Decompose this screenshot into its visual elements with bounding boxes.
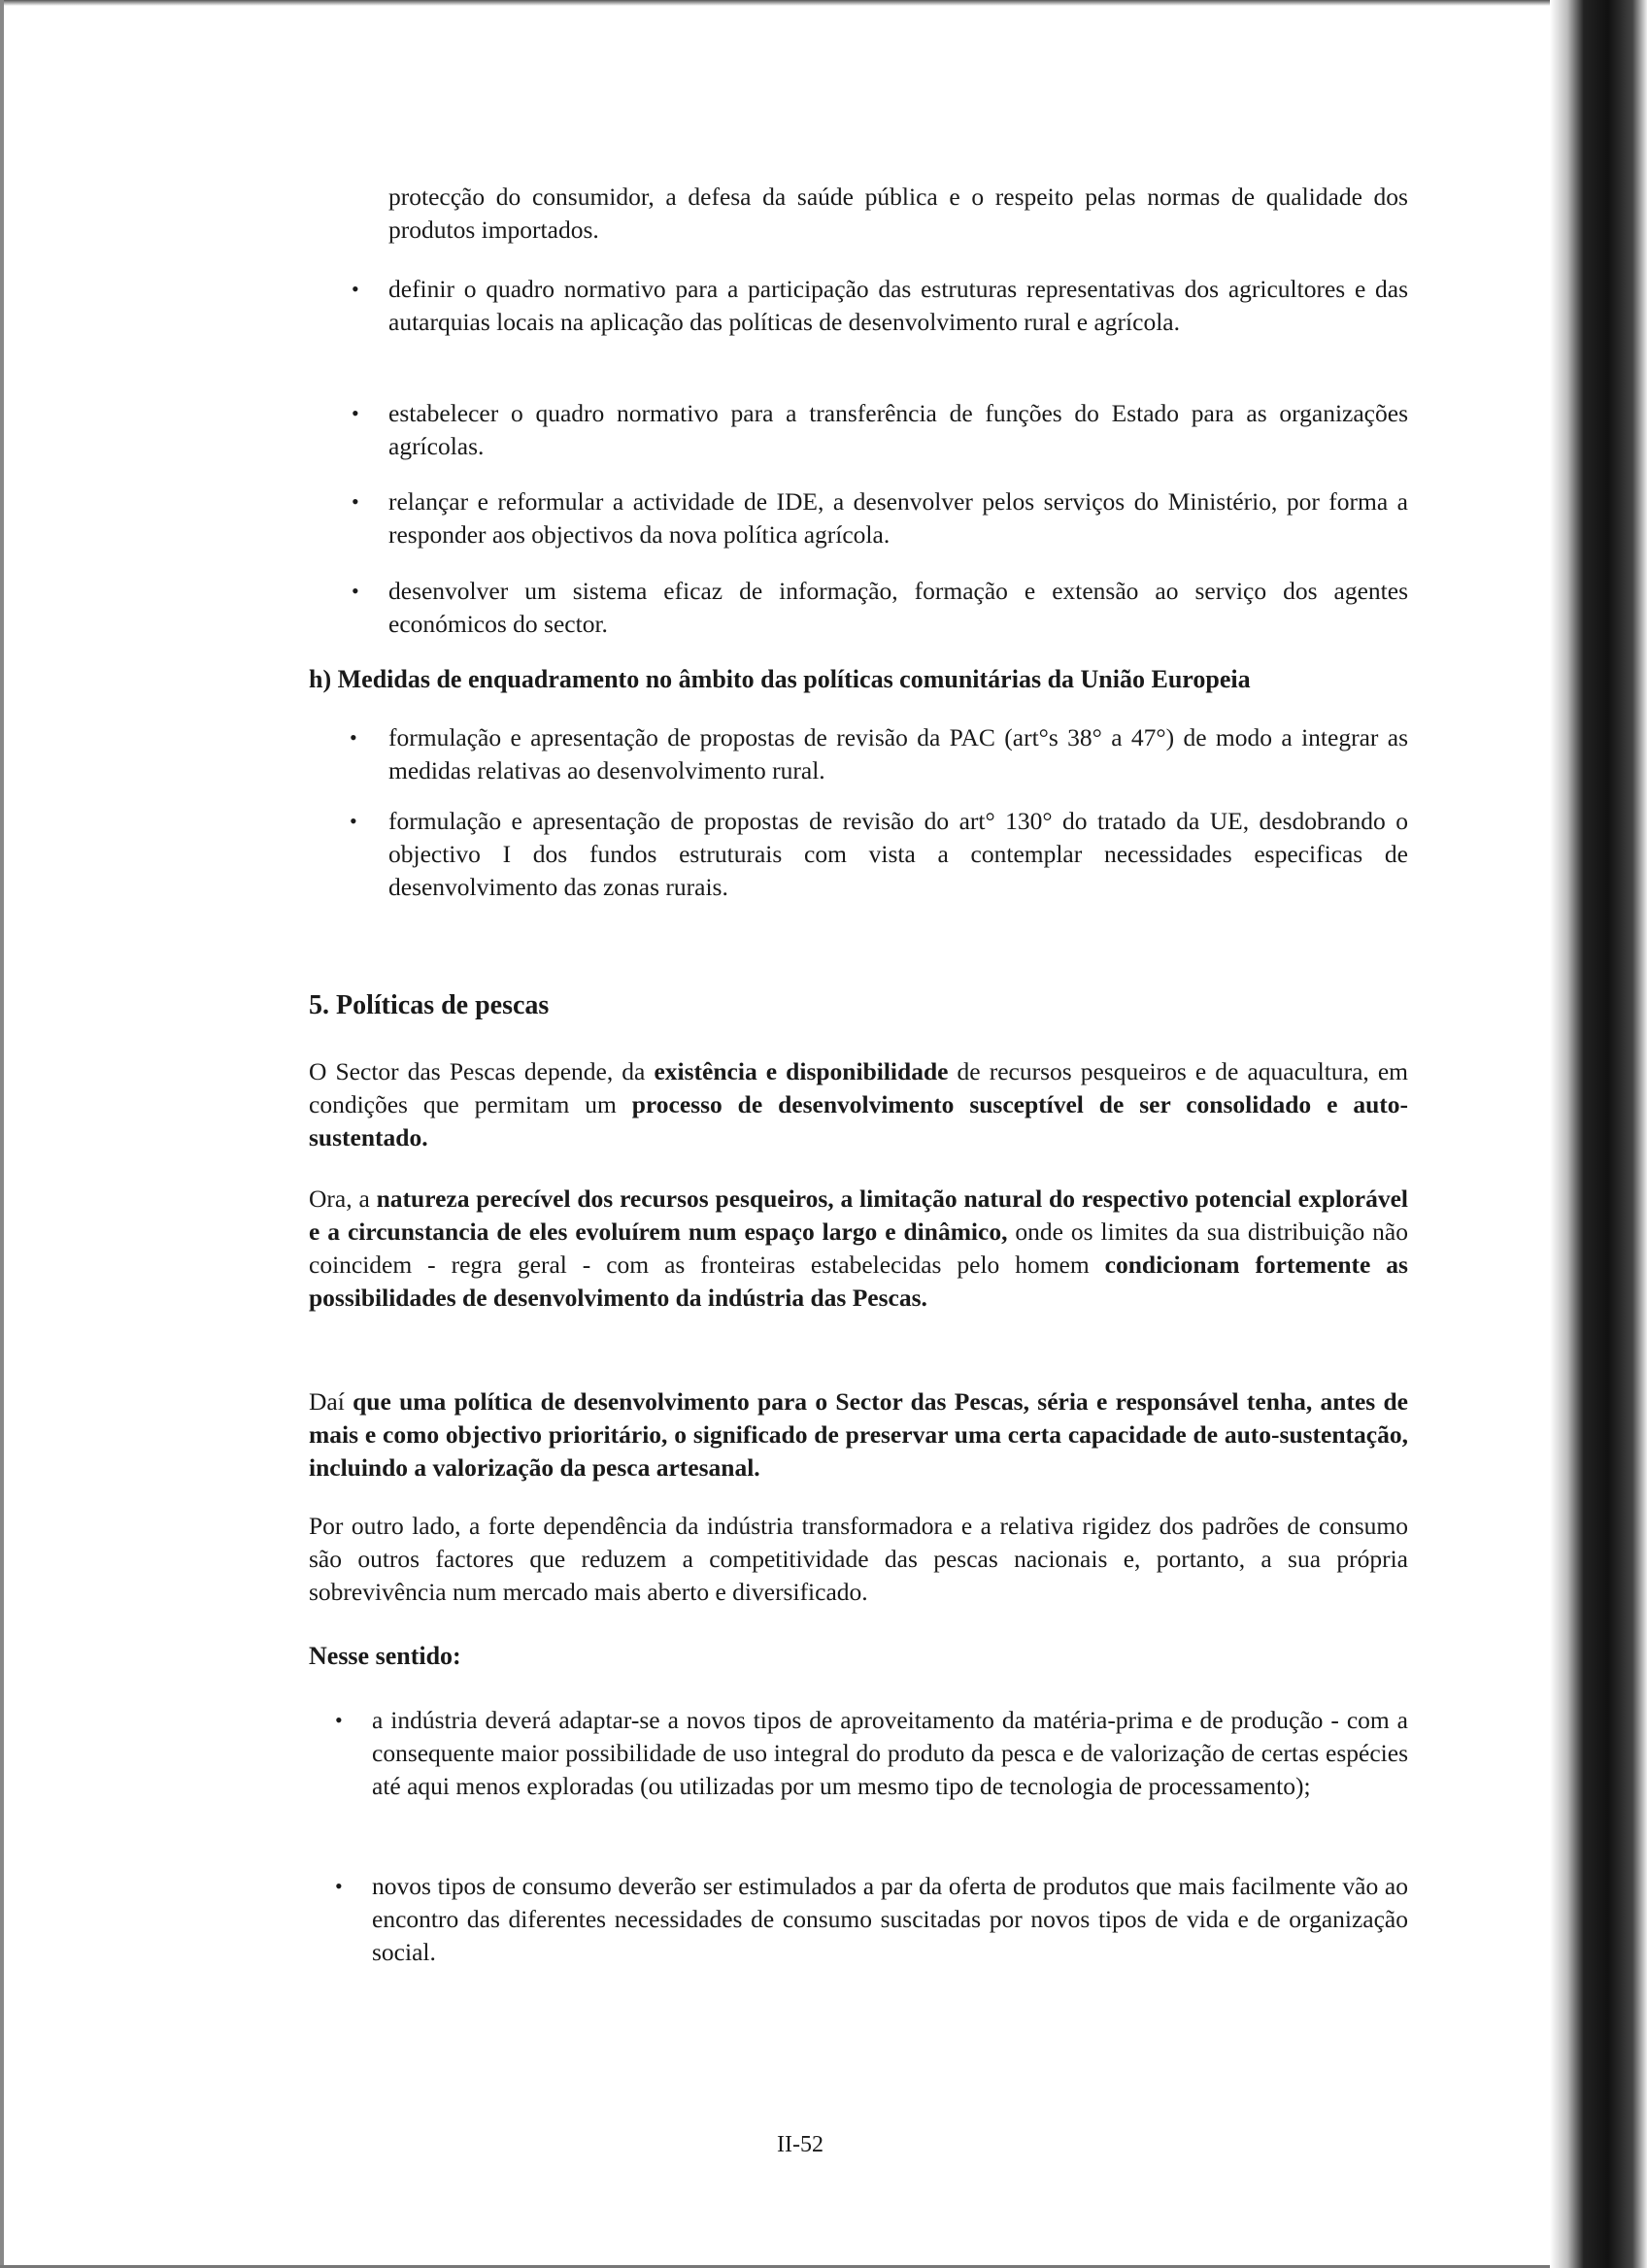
emphasis: existência e disponibilidade (654, 1057, 949, 1085)
list-item: definir o quadro normativo para a participação das estruturas representativas dos agricultores e das autarquias locais na aplicação das políticas de desenvolvimento rural e agrícola. (388, 275, 1408, 336)
bullet-icon: • (352, 401, 359, 425)
emphasis: condicionam fortemente as possibilidades de desenvolvimento da indústria das Pescas. (309, 1251, 1408, 1312)
bullet-icon: • (350, 809, 357, 833)
paragraph (309, 1183, 1408, 1315)
paragraph (309, 1055, 1408, 1154)
bullet-icon: • (350, 725, 357, 750)
continuation-text: protecção do consumidor, a defesa da saúde pública e o respeito pelas normas de qualidade dos produtos importados. (388, 183, 1408, 244)
paragraph-heading: Nesse sentido: (309, 1642, 461, 1670)
emphasis: processo de desenvolvimento susceptível de ser consolidado e auto-sustentado. (309, 1090, 1408, 1151)
bullet-icon: • (352, 277, 359, 301)
emphasis: que uma política de desenvolvimento para o Sector das Pescas, séria e responsável tenha, antes de mais e como objectivo prioritário, o significado de preservar uma certa capacidade de auto-sustentação, incluindo a valorização da pesca artesanal. (309, 1387, 1408, 1482)
list-item: relançar e reformular a actividade de IDE, a desenvolver pelos serviços do Ministério, por forma a responder aos objectivos da nova política agrícola. (388, 487, 1408, 549)
list-item: estabelecer o quadro normativo para a transferência de funções do Estado para as organizações agrícolas. (388, 399, 1408, 460)
list-item: desenvolver um sistema eficaz de informação, formação e extensão ao serviço dos agentes económicos do sector. (388, 577, 1408, 638)
scan-edge-top (0, 0, 1573, 6)
page-number: II-52 (777, 2132, 824, 2157)
paragraph (309, 1385, 1408, 1484)
bullet-icon: • (352, 489, 359, 514)
text: de recursos pesqueiros e de aquacultura, em condições que permitam um (309, 1057, 1409, 1118)
text: Daí (309, 1387, 353, 1416)
scan-edge-left (0, 0, 4, 2268)
text: Ora, a (309, 1184, 377, 1213)
scan-shadow-right (1550, 0, 1647, 2268)
bullet-icon: • (335, 1874, 343, 1898)
text: onde os limites da sua distribuição não coincidem - regra geral - com as fronteiras estabelecidas pelo homem (309, 1217, 1408, 1279)
bullet-icon: • (335, 1708, 343, 1732)
list-item: formulação e apresentação de propostas de revisão da PAC (art°s 38° a 47°) de modo a integrar as medidas relativas ao desenvolvimento rural. (388, 723, 1408, 784)
list-item: novos tipos de consumo deverão ser estimulados a par da oferta de produtos que mais facilmente vão ao encontro das diferentes necessidades de consumo suscitadas por novos tipos de vida e de organização social. (372, 1872, 1408, 1966)
subsection-heading: h) Medidas de enquadramento no âmbito das políticas comunitárias da União Europeia (309, 665, 1251, 693)
paragraph: Por outro lado, a forte dependência da indústria transformadora e a relativa rigidez dos padrões de consumo são outros factores que reduzem a competitividade das pescas nacionais e, portanto, a sua própria sobrevivência num mercado mais aberto e diversificado. (309, 1512, 1408, 1606)
list-item: formulação e apresentação de propostas de revisão do art° 130° do tratado da UE, desdobrando o objectivo I dos fundos estruturais com vista a contemplar necessidades especificas de desenvolvimento das zonas rurais. (388, 807, 1408, 901)
emphasis: natureza perecível dos recursos pesqueiros, a limitação natural do respectivo potencial explorável e a circunstancia de eles evoluírem num espaço largo e dinâmico, (309, 1184, 1408, 1246)
list-item: a indústria deverá adaptar-se a novos tipos de aproveitamento da matéria-prima e de produção - com a consequente maior possibilidade de uso integral do produto da pesca e de valorização de certas espécies até aqui menos exploradas (ou utilizadas por um mesmo tipo de tecnologia de processamento); (372, 1706, 1408, 1800)
text: O Sector das Pescas depende, da (309, 1057, 655, 1085)
section-title: 5. Políticas de pescas (309, 990, 550, 1020)
bullet-icon: • (352, 579, 359, 603)
